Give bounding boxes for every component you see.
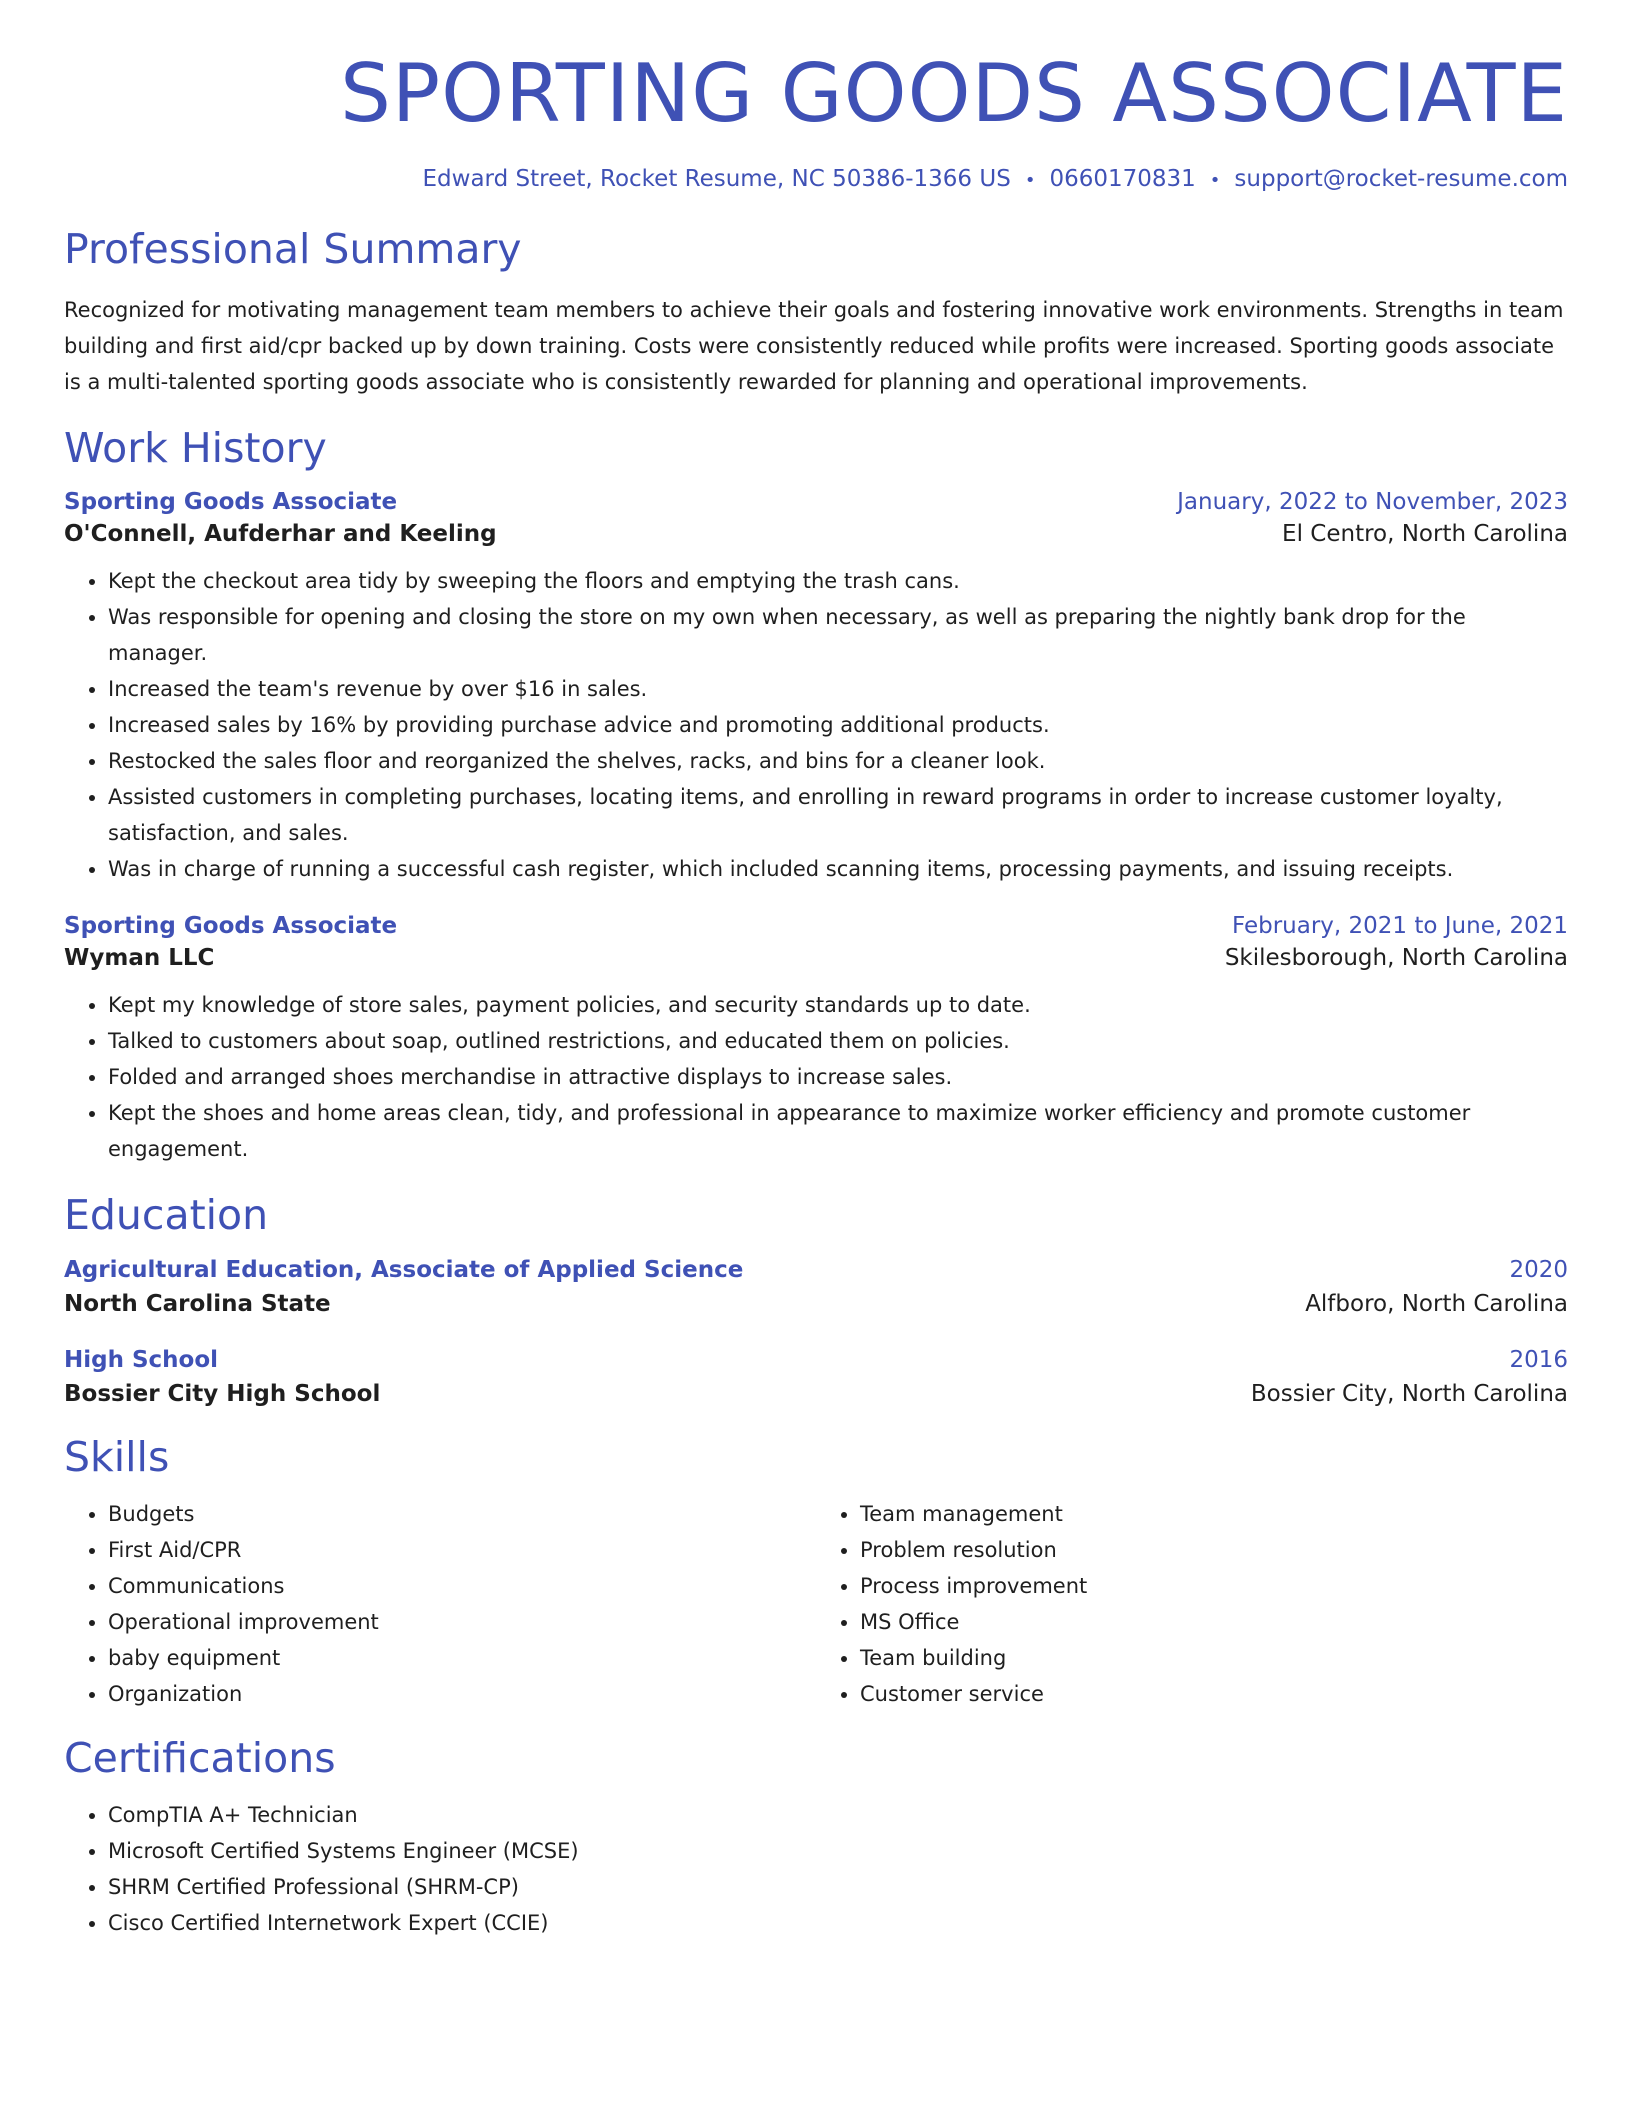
resume-name: SPORTING GOODS ASSOCIATE <box>340 47 1568 140</box>
education-year: 2020 <box>1509 1256 1568 1283</box>
education-school-row <box>64 1381 1568 1407</box>
skill-item: • Operational improvement <box>108 1604 816 1640</box>
work-history-section <box>64 424 1568 1167</box>
skill-item: • Process improvement <box>860 1568 1568 1604</box>
job-bullet: • Assisted customers in completing purchases, locating items, and enrolling in reward programs in order to increase customer loyalty, satisfaction, and sales. <box>108 779 1568 851</box>
skill-item: • Communications <box>108 1568 816 1604</box>
education-entry <box>64 1347 1568 1407</box>
skills-columns <box>64 1496 1568 1712</box>
job-bullet: • Talked to customers about soap, outlined restrictions, and educated them on policies. <box>108 1023 1568 1059</box>
job-company-row <box>64 521 1568 547</box>
job-company: O'Connell, Aufderhar and Keeling <box>64 521 497 548</box>
job-bullets <box>64 563 1568 887</box>
education-degree: Agricultural Education, Associate of Applied Science <box>64 1256 744 1283</box>
resume-header <box>64 0 1568 192</box>
education-location: Alfboro, North Carolina <box>1305 1290 1568 1317</box>
skills-heading: Skills <box>64 1432 170 1481</box>
job-bullet: • Restocked the sales floor and reorganized the shelves, racks, and bins for a cleaner look. <box>108 743 1568 779</box>
certification-item: • Microsoft Certified Systems Engineer (MCSE) <box>108 1833 1568 1869</box>
skills-list-left <box>64 1496 816 1712</box>
education-heading: Education <box>64 1191 269 1240</box>
skill-item: • First Aid/CPR <box>108 1532 816 1568</box>
job-bullet: • Increased the team's revenue by over $16 in sales. <box>108 671 1568 707</box>
certification-item: • Cisco Certified Internetwork Expert (CCIE) <box>108 1905 1568 1941</box>
skills-section <box>64 1433 1568 1712</box>
job-header-row <box>64 913 1568 939</box>
summary-text: Recognized for motivating management team members to achieve their goals and fostering innovative work environments. Strengths in team building and first aid/cpr backed up by down training. Costs were consistently reduced while profits were increased. Sporting goods associate is a multi-talented sporting goods associate who is consistently rewarded for planning and operational improvements. <box>64 298 1564 395</box>
contact-separator: • <box>1209 170 1221 191</box>
skill-item: • Problem resolution <box>860 1532 1568 1568</box>
job-company: Wyman LLC <box>64 945 215 972</box>
job-location: Skilesborough, North Carolina <box>1224 945 1568 972</box>
education-location: Bossier City, North Carolina <box>1250 1380 1568 1407</box>
job-bullet: • Folded and arranged shoes merchandise in attractive displays to increase sales. <box>108 1059 1568 1095</box>
contact-line <box>64 166 1568 192</box>
certification-item: • CompTIA A+ Technician <box>108 1797 1568 1833</box>
job-bullet: • Was in charge of running a successful cash register, which included scanning items, processing payments, and issuing receipts. <box>108 851 1568 887</box>
skill-item: • Team management <box>860 1496 1568 1532</box>
skill-item: • Organization <box>108 1676 816 1712</box>
job-entry <box>64 489 1568 887</box>
education-school: Bossier City High School <box>64 1380 381 1407</box>
skill-item: • baby equipment <box>108 1640 816 1676</box>
education-school: North Carolina State <box>64 1290 331 1317</box>
certifications-heading: Certifications <box>64 1733 336 1782</box>
job-dates: January, 2022 to November, 2023 <box>1177 489 1568 516</box>
certification-item: • SHRM Certified Professional (SHRM-CP) <box>108 1869 1568 1905</box>
education-entry <box>64 1257 1568 1317</box>
summary-heading: Professional Summary <box>64 225 522 273</box>
work-history-heading: Work History <box>64 424 327 473</box>
skills-list-right <box>816 1496 1568 1712</box>
job-bullets <box>64 987 1568 1167</box>
education-header-row <box>64 1257 1568 1283</box>
education-year: 2016 <box>1509 1346 1568 1373</box>
contact-separator: • <box>1024 170 1036 191</box>
job-bullet: • Was responsible for opening and closing the store on my own when necessary, as well as preparing the nightly bank drop for the manager. <box>108 599 1568 671</box>
job-bullet: • Increased sales by 16% by providing purchase advice and promoting additional products. <box>108 707 1568 743</box>
education-degree: High School <box>64 1346 219 1373</box>
job-header-row <box>64 489 1568 515</box>
education-school-row <box>64 1291 1568 1317</box>
certifications-section <box>64 1734 1568 1941</box>
job-bullet: • Kept the shoes and home areas clean, tidy, and professional in appearance to maximize worker efficiency and promote customer engagement. <box>108 1095 1568 1167</box>
summary-section <box>64 225 1568 400</box>
skill-item: • Customer service <box>860 1676 1568 1712</box>
job-dates: February, 2021 to June, 2021 <box>1231 913 1568 940</box>
skill-item: • Team building <box>860 1640 1568 1676</box>
job-company-row <box>64 945 1568 971</box>
job-entry <box>64 913 1568 1167</box>
job-title: Sporting Goods Associate <box>64 913 398 940</box>
job-bullet: • Kept the checkout area tidy by sweeping the floors and emptying the trash cans. <box>108 563 1568 599</box>
education-header-row <box>64 1347 1568 1373</box>
contact-phone: 0660170831 <box>1049 166 1196 192</box>
job-title: Sporting Goods Associate <box>64 489 398 516</box>
job-location: El Centro, North Carolina <box>1282 521 1568 548</box>
contact-address: Edward Street, Rocket Resume, NC 50386-1366 US <box>422 166 1011 192</box>
certifications-list <box>64 1797 1568 1941</box>
job-bullet: • Kept my knowledge of store sales, payment policies, and security standards up to date. <box>108 987 1568 1023</box>
skill-item: • Budgets <box>108 1496 816 1532</box>
contact-email[interactable]: support@rocket-resume.com <box>1234 166 1568 192</box>
skill-item: • MS Office <box>860 1604 1568 1640</box>
education-section <box>64 1191 1568 1406</box>
